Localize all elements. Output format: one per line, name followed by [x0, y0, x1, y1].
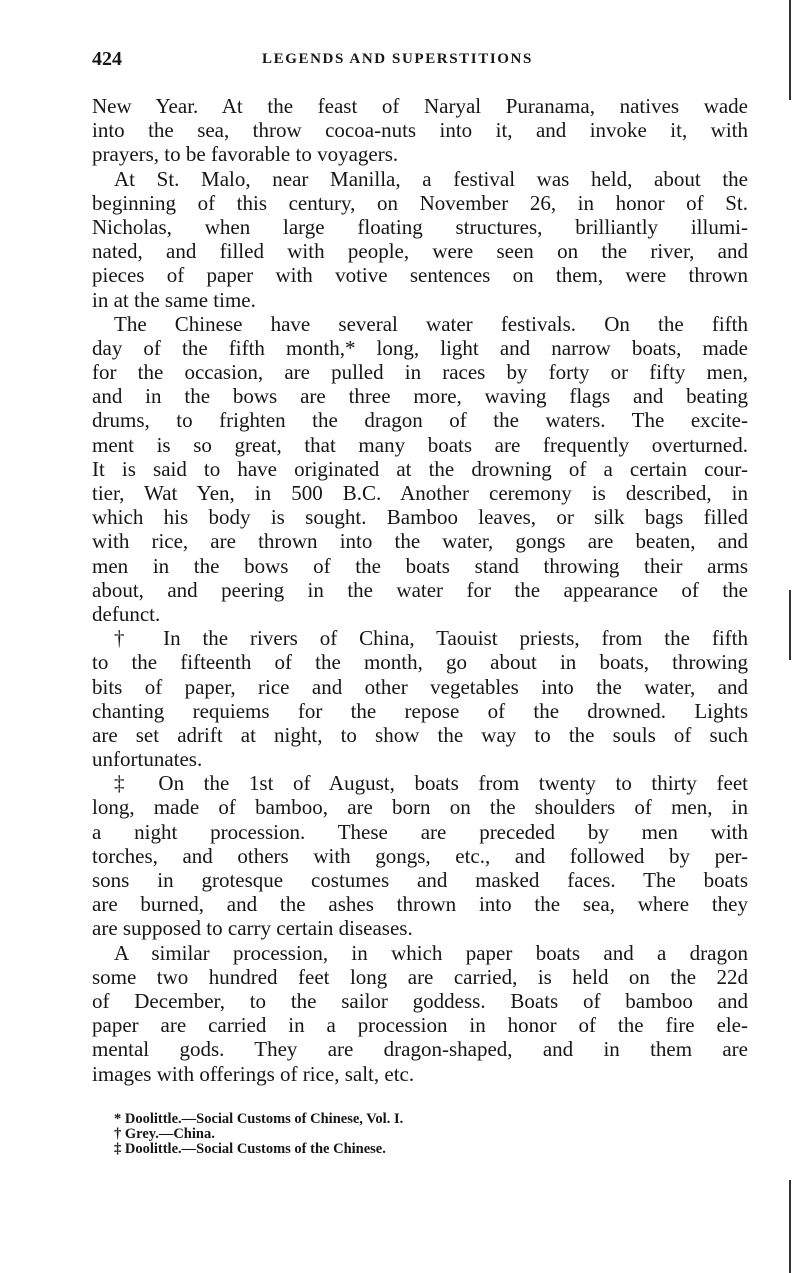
body-text — [92, 94, 748, 1086]
text-line: The Chinese have several water festivals. On the fifth — [114, 311, 748, 336]
running-header — [92, 48, 748, 72]
text-line: At St. Malo, near Manilla, a festival was held, about the — [114, 166, 748, 191]
text-line: a night procession. These are preceded by men with — [92, 819, 748, 844]
text-line: drums, to frighten the dragon of the waters. The excite- — [92, 408, 748, 433]
text-line: It is said to have originated at the drowning of a certain cour- — [92, 456, 748, 481]
footnote: ‡ Doolittle.—Social Customs of the Chinese. — [114, 1141, 386, 1157]
text-line: about, and peering in the water for the appearance of the — [92, 577, 748, 602]
text-line: long, made of bamboo, are born on the shoulders of men, in — [92, 795, 748, 820]
text-line: torches, and others with gongs, etc., and followed by per- — [92, 843, 748, 868]
page-number: 424 — [92, 48, 122, 70]
text-line: sons in grotesque costumes and masked faces. The boats — [92, 868, 748, 892]
text-line: Nicholas, when large floating structures, brilliantly illumi- — [92, 214, 748, 239]
footnotes — [114, 1112, 403, 1157]
text-line: in at the same time. — [92, 287, 256, 312]
text-line: to the fifteenth of the month, go about in boats, throwing — [92, 650, 748, 675]
text-line: unfortunates. — [92, 747, 203, 772]
text-line: A similar procession, in which paper boats and a dragon — [114, 940, 748, 965]
text-line: New Year. At the feast of Naryal Puranama, natives wade — [92, 94, 748, 118]
text-line: which his body is sought. Bamboo leaves, or silk bags filled — [92, 505, 748, 530]
text-line: ment is so great, that many boats are frequently overturned. — [92, 432, 748, 457]
text-line: ‡ On the 1st of August, boats from twenty to thirty feet — [114, 771, 748, 796]
text-line: day of the fifth month,* long, light and narrow boats, made — [92, 335, 748, 360]
text-line: beginning of this century, on November 26, in honor of St. — [92, 190, 748, 215]
footnote: * Doolittle.—Social Customs of Chinese, Vol. I. — [114, 1111, 404, 1127]
text-line: are burned, and the ashes thrown into the sea, where they — [92, 892, 748, 917]
scan-edge — [789, 0, 791, 100]
text-line: with rice, are thrown into the water, gongs are beaten, and — [92, 529, 748, 554]
text-line: prayers, to be favorable to voyagers. — [92, 142, 399, 167]
text-line: bits of paper, rice and other vegetables into the water, and — [92, 674, 748, 699]
text-line: men in the bows of the boats stand throwing their arms — [92, 553, 748, 578]
text-line: and in the bows are three more, waving flags and beating — [92, 384, 748, 409]
text-line: for the occasion, are pulled in races by forty or fifty men, — [92, 360, 748, 385]
text-line: some two hundred feet long are carried, is held on the 22d — [92, 964, 748, 989]
text-line: of December, to the sailor goddess. Boats of bamboo and — [92, 988, 748, 1013]
scan-edge — [789, 1180, 791, 1273]
text-line: are supposed to carry certain diseases. — [92, 916, 413, 941]
text-line: chanting requiems for the repose of the drowned. Lights — [92, 698, 748, 723]
text-line: tier, Wat Yen, in 500 B.C. Another ceremony is described, in — [92, 481, 748, 505]
scan-edge — [789, 590, 791, 660]
text-line: pieces of paper with votive sentences on them, were thrown — [92, 263, 748, 288]
text-line: mental gods. They are dragon-shaped, and in them are — [92, 1037, 748, 1062]
text-line: images with offerings of rice, salt, etc. — [92, 1061, 415, 1086]
text-line: † In the rivers of China, Taouist priests, from the fifth — [114, 626, 748, 651]
text-line: paper are carried in a procession in honor of the fire ele- — [92, 1013, 748, 1038]
footnote: † Grey.—China. — [114, 1126, 215, 1142]
running-title: LEGENDS AND SUPERSTITIONS — [262, 51, 533, 67]
text-line: nated, and filled with people, were seen on the river, and — [92, 239, 748, 264]
text-line: defunct. — [92, 601, 161, 626]
text-line: are set adrift at night, to show the way to the souls of such — [92, 722, 748, 747]
text-line: into the sea, throw cocoa-nuts into it, and invoke it, with — [92, 118, 748, 143]
